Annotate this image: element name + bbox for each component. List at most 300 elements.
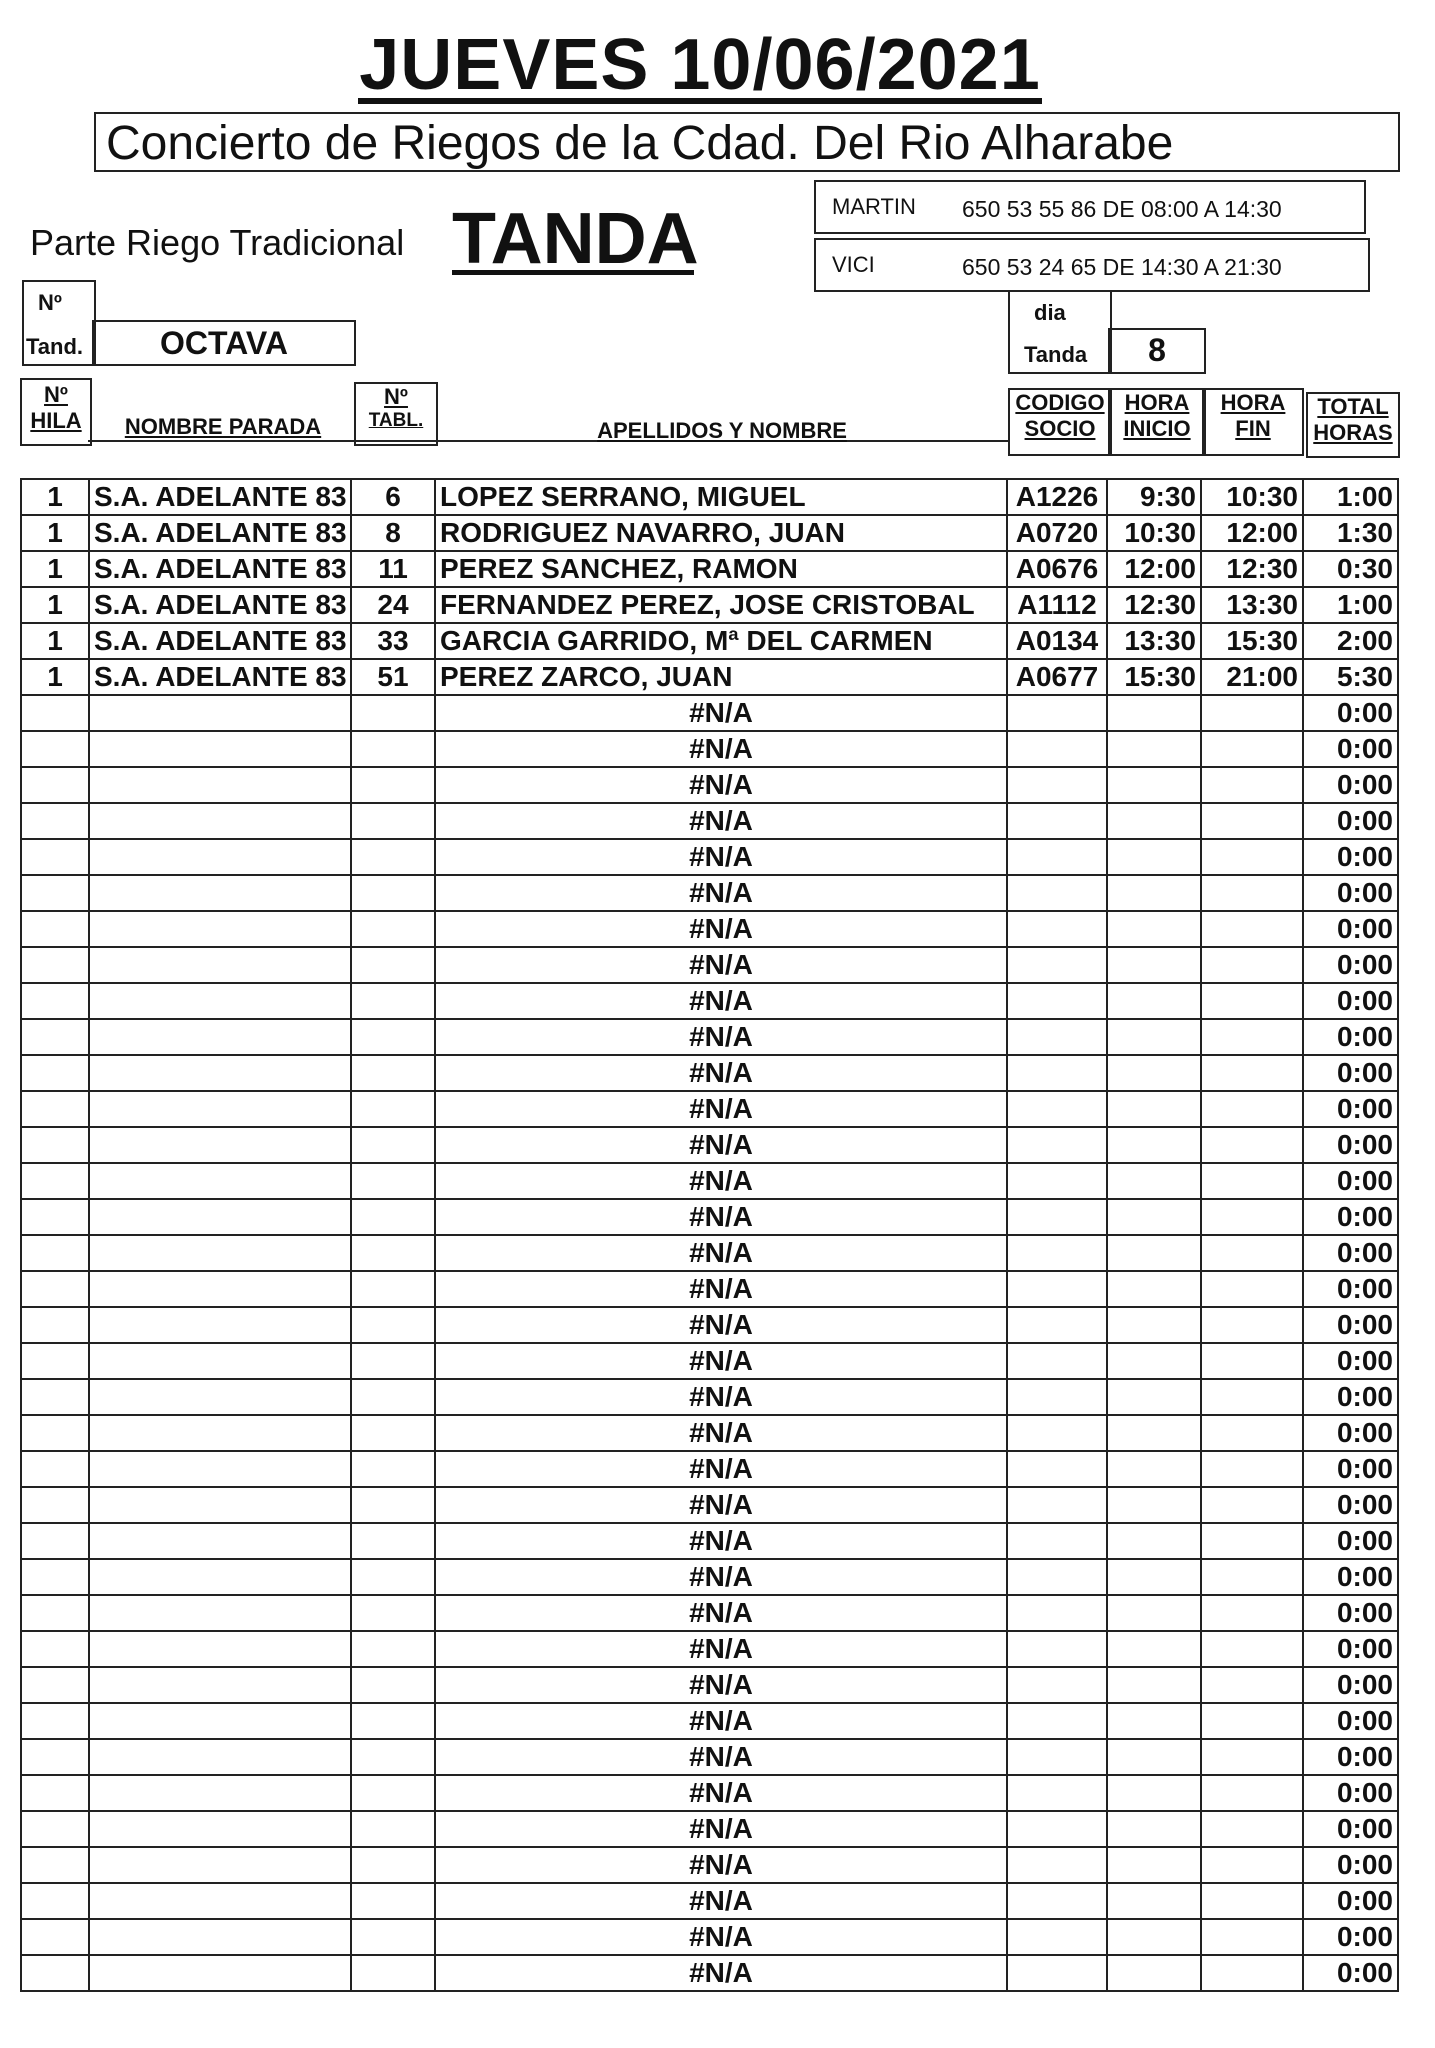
cell-total: 0:00 <box>1303 983 1398 1019</box>
table-row <box>21 1451 1398 1487</box>
cell-empty <box>351 947 435 983</box>
cell-empty <box>1107 1739 1201 1775</box>
cell-empty <box>21 1919 89 1955</box>
cell-inicio: 12:30 <box>1107 587 1201 623</box>
cell-nombre: #N/A <box>435 1343 1007 1379</box>
cell-empty <box>1007 1775 1107 1811</box>
cell-nombre: #N/A <box>435 803 1007 839</box>
dia-label: dia <box>1034 300 1066 325</box>
cell-empty <box>1201 1883 1303 1919</box>
cell-tabl: 33 <box>351 623 435 659</box>
cell-empty <box>1201 1415 1303 1451</box>
cell-tabl: 6 <box>351 479 435 515</box>
cell-empty <box>1201 1739 1303 1775</box>
cell-empty <box>1201 1955 1303 1991</box>
header-total-bottom: HORAS <box>1313 420 1393 445</box>
cell-empty <box>21 1127 89 1163</box>
cell-total: 0:00 <box>1303 1631 1398 1667</box>
table-row <box>21 1883 1398 1919</box>
cell-nombre: #N/A <box>435 1883 1007 1919</box>
cell-empty <box>89 1775 351 1811</box>
cell-empty <box>1007 947 1107 983</box>
cell-empty <box>1007 1487 1107 1523</box>
table-row <box>21 1415 1398 1451</box>
cell-empty <box>1201 1163 1303 1199</box>
table-row <box>21 1775 1398 1811</box>
cell-empty <box>1201 1775 1303 1811</box>
table-row <box>21 1127 1398 1163</box>
cell-total: 0:00 <box>1303 1343 1398 1379</box>
cell-empty <box>1201 1559 1303 1595</box>
cell-empty <box>89 1631 351 1667</box>
table-row <box>21 1667 1398 1703</box>
cell-empty <box>89 875 351 911</box>
header-hila <box>20 378 92 446</box>
cell-empty <box>1107 1343 1201 1379</box>
cell-empty <box>21 767 89 803</box>
cell-total: 0:00 <box>1303 1487 1398 1523</box>
cell-total: 5:30 <box>1303 659 1398 695</box>
contact-name: VICI <box>832 252 875 277</box>
cell-empty <box>351 695 435 731</box>
cell-total: 0:00 <box>1303 1955 1398 1991</box>
cell-empty <box>1107 1847 1201 1883</box>
cell-empty <box>1007 1667 1107 1703</box>
cell-empty <box>89 1235 351 1271</box>
cell-total: 0:00 <box>1303 1235 1398 1271</box>
table-row <box>21 1739 1398 1775</box>
cell-empty <box>89 1883 351 1919</box>
cell-empty <box>1007 1199 1107 1235</box>
cell-empty <box>89 1847 351 1883</box>
cell-nombre: #N/A <box>435 947 1007 983</box>
cell-nombre: #N/A <box>435 1487 1007 1523</box>
cell-empty <box>21 1631 89 1667</box>
table-row <box>21 1379 1398 1415</box>
cell-tabl: 11 <box>351 551 435 587</box>
cell-empty <box>351 1379 435 1415</box>
cell-nombre: GARCIA GARRIDO, Mª DEL CARMEN <box>435 623 1007 659</box>
cell-empty <box>1107 1775 1201 1811</box>
header-fin-bottom: FIN <box>1235 416 1271 441</box>
cell-nombre: #N/A <box>435 1415 1007 1451</box>
cell-empty <box>1107 1271 1201 1307</box>
cell-empty <box>89 1595 351 1631</box>
cell-empty <box>1201 875 1303 911</box>
cell-empty <box>21 1487 89 1523</box>
table-row <box>21 1235 1398 1271</box>
cell-codigo: A0676 <box>1007 551 1107 587</box>
cell-empty <box>351 983 435 1019</box>
cell-empty <box>1201 695 1303 731</box>
cell-codigo: A0134 <box>1007 623 1107 659</box>
cell-empty <box>89 1703 351 1739</box>
cell-empty <box>351 1343 435 1379</box>
cell-empty <box>1201 947 1303 983</box>
cell-empty <box>1007 1739 1107 1775</box>
table-row <box>21 731 1398 767</box>
tanda-name: OCTAVA <box>160 325 288 361</box>
cell-nombre: #N/A <box>435 983 1007 1019</box>
cell-total: 0:00 <box>1303 1379 1398 1415</box>
table-row <box>21 839 1398 875</box>
cell-empty <box>21 1271 89 1307</box>
cell-empty <box>1201 1019 1303 1055</box>
cell-empty <box>1007 1055 1107 1091</box>
n-tand-box <box>22 280 96 366</box>
cell-empty <box>1107 1631 1201 1667</box>
cell-empty <box>1007 1127 1107 1163</box>
table-row <box>21 1595 1398 1631</box>
cell-nombre: #N/A <box>435 1775 1007 1811</box>
cell-empty <box>1107 1811 1201 1847</box>
table-row <box>21 1631 1398 1667</box>
cell-empty <box>21 1667 89 1703</box>
cell-nombre: #N/A <box>435 1739 1007 1775</box>
cell-empty <box>351 1775 435 1811</box>
cell-hila: 1 <box>21 515 89 551</box>
table-row <box>21 587 1398 623</box>
cell-empty <box>1201 1127 1303 1163</box>
cell-empty <box>1107 1451 1201 1487</box>
cell-empty <box>21 1559 89 1595</box>
cell-nombre: #N/A <box>435 1631 1007 1667</box>
cell-nombre: #N/A <box>435 1847 1007 1883</box>
cell-empty <box>89 947 351 983</box>
cell-empty <box>1201 1847 1303 1883</box>
cell-total: 0:00 <box>1303 1811 1398 1847</box>
cell-empty <box>1107 1019 1201 1055</box>
contact-info: 650 53 24 65 DE 14:30 A 21:30 <box>962 254 1282 280</box>
cell-empty <box>1201 1379 1303 1415</box>
header-inicio-top: HORA <box>1124 390 1190 415</box>
cell-empty <box>1007 1847 1107 1883</box>
table-row <box>21 1091 1398 1127</box>
cell-empty <box>89 1811 351 1847</box>
cell-tabl: 8 <box>351 515 435 551</box>
cell-empty <box>21 1379 89 1415</box>
cell-parada: S.A. ADELANTE 83 <box>89 587 351 623</box>
contact-info: 650 53 55 86 DE 08:00 A 14:30 <box>962 196 1282 222</box>
cell-empty <box>1007 1271 1107 1307</box>
cell-nombre: #N/A <box>435 1199 1007 1235</box>
contact-martin <box>814 180 1366 234</box>
cell-empty <box>1007 731 1107 767</box>
cell-fin: 13:30 <box>1201 587 1303 623</box>
cell-total: 0:00 <box>1303 1919 1398 1955</box>
cell-total: 0:00 <box>1303 1523 1398 1559</box>
cell-empty <box>1007 911 1107 947</box>
header-total-top: TOTAL <box>1317 394 1389 419</box>
table-row <box>21 623 1398 659</box>
cell-empty <box>351 1595 435 1631</box>
cell-empty <box>21 947 89 983</box>
cell-empty <box>1107 731 1201 767</box>
cell-empty <box>89 1955 351 1991</box>
cell-empty <box>21 1739 89 1775</box>
cell-empty <box>1201 1307 1303 1343</box>
riego-table <box>20 478 1399 1992</box>
n-label: Nº <box>38 290 62 315</box>
cell-empty <box>351 803 435 839</box>
page-title: JUEVES 10/06/2021 <box>359 25 1041 105</box>
tanda-underline <box>452 270 694 275</box>
cell-total: 0:00 <box>1303 1271 1398 1307</box>
cell-empty <box>89 1343 351 1379</box>
cell-empty <box>1201 767 1303 803</box>
cell-empty <box>89 1487 351 1523</box>
cell-empty <box>1107 767 1201 803</box>
cell-total: 1:00 <box>1303 479 1398 515</box>
cell-empty <box>351 1019 435 1055</box>
cell-empty <box>21 1343 89 1379</box>
cell-empty <box>1201 1811 1303 1847</box>
cell-empty <box>1107 1199 1201 1235</box>
cell-nombre: PEREZ ZARCO, JUAN <box>435 659 1007 695</box>
cell-empty <box>89 1091 351 1127</box>
cell-nombre: #N/A <box>435 1163 1007 1199</box>
cell-nombre: #N/A <box>435 1955 1007 1991</box>
cell-total: 0:00 <box>1303 875 1398 911</box>
cell-empty <box>351 767 435 803</box>
cell-empty <box>21 731 89 767</box>
cell-empty <box>351 1163 435 1199</box>
cell-nombre: FERNANDEZ PEREZ, JOSE CRISTOBAL <box>435 587 1007 623</box>
header-tabl-bottom: TABL. <box>368 410 424 431</box>
cell-empty <box>1107 1559 1201 1595</box>
cell-empty <box>1107 1163 1201 1199</box>
cell-total: 0:00 <box>1303 1883 1398 1919</box>
cell-empty <box>1201 1235 1303 1271</box>
cell-empty <box>21 1703 89 1739</box>
cell-empty <box>1201 1631 1303 1667</box>
cell-empty <box>89 1163 351 1199</box>
cell-empty <box>89 1379 351 1415</box>
cell-empty <box>1107 875 1201 911</box>
cell-empty <box>1007 1163 1107 1199</box>
cell-nombre: RODRIGUEZ NAVARRO, JUAN <box>435 515 1007 551</box>
header-hila-top: Nº <box>44 382 68 407</box>
table-row <box>21 1703 1398 1739</box>
cell-empty <box>89 1055 351 1091</box>
cell-empty <box>89 1739 351 1775</box>
cell-empty <box>89 767 351 803</box>
cell-empty <box>1107 1379 1201 1415</box>
cell-total: 0:00 <box>1303 1847 1398 1883</box>
cell-empty <box>89 695 351 731</box>
cell-empty <box>21 1595 89 1631</box>
cell-empty <box>1201 839 1303 875</box>
table-row <box>21 1199 1398 1235</box>
cell-empty <box>21 1235 89 1271</box>
cell-parada: S.A. ADELANTE 83 <box>89 515 351 551</box>
cell-empty <box>1201 1343 1303 1379</box>
cell-empty <box>1107 839 1201 875</box>
cell-parada: S.A. ADELANTE 83 <box>89 479 351 515</box>
cell-empty <box>1107 1127 1201 1163</box>
cell-empty <box>89 1919 351 1955</box>
cell-empty <box>1007 1019 1107 1055</box>
cell-empty <box>1007 1919 1107 1955</box>
cell-nombre: #N/A <box>435 1379 1007 1415</box>
cell-total: 0:00 <box>1303 911 1398 947</box>
cell-empty <box>1007 1235 1107 1271</box>
cell-empty <box>1107 1955 1201 1991</box>
cell-empty <box>351 1739 435 1775</box>
cell-empty <box>1201 803 1303 839</box>
cell-nombre: #N/A <box>435 1667 1007 1703</box>
table-row <box>21 1811 1398 1847</box>
cell-empty <box>1007 1415 1107 1451</box>
cell-empty <box>1201 983 1303 1019</box>
table-row <box>21 479 1398 515</box>
cell-inicio: 13:30 <box>1107 623 1201 659</box>
header-nombre <box>436 418 1008 444</box>
cell-nombre: #N/A <box>435 1451 1007 1487</box>
cell-total: 1:00 <box>1303 587 1398 623</box>
cell-empty <box>351 1955 435 1991</box>
cell-empty <box>1007 1307 1107 1343</box>
header-tabl <box>354 382 438 446</box>
table-row <box>21 1847 1398 1883</box>
cell-total: 0:00 <box>1303 1775 1398 1811</box>
table-row <box>21 1523 1398 1559</box>
table-row <box>21 659 1398 695</box>
cell-empty <box>1107 1667 1201 1703</box>
cell-total: 0:30 <box>1303 551 1398 587</box>
header-parada <box>100 414 346 440</box>
cell-codigo: A0677 <box>1007 659 1107 695</box>
cell-empty <box>1201 1595 1303 1631</box>
cell-empty <box>21 695 89 731</box>
cell-empty <box>21 1883 89 1919</box>
cell-empty <box>1201 1271 1303 1307</box>
table-row <box>21 1919 1398 1955</box>
tanda-name-box <box>92 320 356 366</box>
header-fin <box>1202 388 1304 456</box>
cell-empty <box>1107 1307 1201 1343</box>
cell-total: 0:00 <box>1303 1091 1398 1127</box>
cell-hila: 1 <box>21 623 89 659</box>
cell-nombre: #N/A <box>435 1811 1007 1847</box>
cell-empty <box>1007 983 1107 1019</box>
cell-empty <box>1201 1703 1303 1739</box>
cell-empty <box>21 1163 89 1199</box>
cell-nombre: #N/A <box>435 1595 1007 1631</box>
cell-empty <box>351 1235 435 1271</box>
cell-empty <box>1007 1559 1107 1595</box>
table-row <box>21 1019 1398 1055</box>
header-fin-top: HORA <box>1220 390 1286 415</box>
tanda-heading: TANDA <box>452 199 699 279</box>
cell-empty <box>1107 1919 1201 1955</box>
cell-fin: 12:30 <box>1201 551 1303 587</box>
cell-empty <box>21 983 89 1019</box>
cell-empty <box>89 1523 351 1559</box>
contact-name: MARTIN <box>832 194 916 219</box>
cell-empty <box>89 1199 351 1235</box>
cell-total: 2:00 <box>1303 623 1398 659</box>
cell-empty <box>1107 1487 1201 1523</box>
table-row <box>21 551 1398 587</box>
cell-empty <box>351 1919 435 1955</box>
cell-hila: 1 <box>21 551 89 587</box>
cell-empty <box>351 1631 435 1667</box>
cell-empty <box>21 1811 89 1847</box>
table-row <box>21 1955 1398 1991</box>
dia-tanda-box <box>1008 290 1112 374</box>
cell-empty <box>89 1451 351 1487</box>
cell-nombre: #N/A <box>435 1055 1007 1091</box>
cell-total: 0:00 <box>1303 1199 1398 1235</box>
dia-tanda-label: Tanda <box>1024 342 1088 367</box>
cell-empty <box>1007 1595 1107 1631</box>
cell-empty <box>1007 1451 1107 1487</box>
cell-nombre: #N/A <box>435 1523 1007 1559</box>
table-row <box>21 983 1398 1019</box>
cell-empty <box>21 1451 89 1487</box>
table-row <box>21 875 1398 911</box>
cell-nombre: #N/A <box>435 1703 1007 1739</box>
cell-total: 0:00 <box>1303 767 1398 803</box>
cell-total: 0:00 <box>1303 1055 1398 1091</box>
cell-nombre: #N/A <box>435 767 1007 803</box>
cell-empty <box>1107 1703 1201 1739</box>
header-inicio <box>1108 388 1206 456</box>
cell-empty <box>351 875 435 911</box>
cell-empty <box>89 1667 351 1703</box>
cell-empty <box>351 1271 435 1307</box>
cell-nombre: #N/A <box>435 1091 1007 1127</box>
cell-total: 0:00 <box>1303 1595 1398 1631</box>
cell-inicio: 12:00 <box>1107 551 1201 587</box>
cell-total: 0:00 <box>1303 695 1398 731</box>
table-row <box>21 1271 1398 1307</box>
cell-empty <box>21 1955 89 1991</box>
cell-empty <box>1007 1523 1107 1559</box>
cell-nombre: #N/A <box>435 1127 1007 1163</box>
table-row <box>21 1487 1398 1523</box>
cell-empty <box>351 1307 435 1343</box>
cell-empty <box>1107 1235 1201 1271</box>
cell-total: 0:00 <box>1303 1667 1398 1703</box>
cell-empty <box>89 1019 351 1055</box>
cell-empty <box>351 1127 435 1163</box>
cell-total: 0:00 <box>1303 1163 1398 1199</box>
dia-value-box <box>1108 328 1206 374</box>
cell-empty <box>89 731 351 767</box>
cell-empty <box>21 839 89 875</box>
cell-empty <box>1007 1379 1107 1415</box>
cell-empty <box>1007 695 1107 731</box>
cell-tabl: 24 <box>351 587 435 623</box>
cell-hila: 1 <box>21 587 89 623</box>
cell-total: 0:00 <box>1303 1703 1398 1739</box>
cell-empty <box>21 1523 89 1559</box>
cell-empty <box>1107 1523 1201 1559</box>
cell-empty <box>1007 1631 1107 1667</box>
cell-empty <box>1107 1883 1201 1919</box>
cell-total: 0:00 <box>1303 947 1398 983</box>
concierto-text: Concierto de Riegos de la Cdad. Del Rio Alharabe <box>106 117 1174 170</box>
cell-inicio: 15:30 <box>1107 659 1201 695</box>
cell-empty <box>89 803 351 839</box>
cell-empty <box>1007 1703 1107 1739</box>
cell-nombre: #N/A <box>435 695 1007 731</box>
cell-nombre: #N/A <box>435 731 1007 767</box>
cell-empty <box>351 911 435 947</box>
cell-nombre: #N/A <box>435 1235 1007 1271</box>
